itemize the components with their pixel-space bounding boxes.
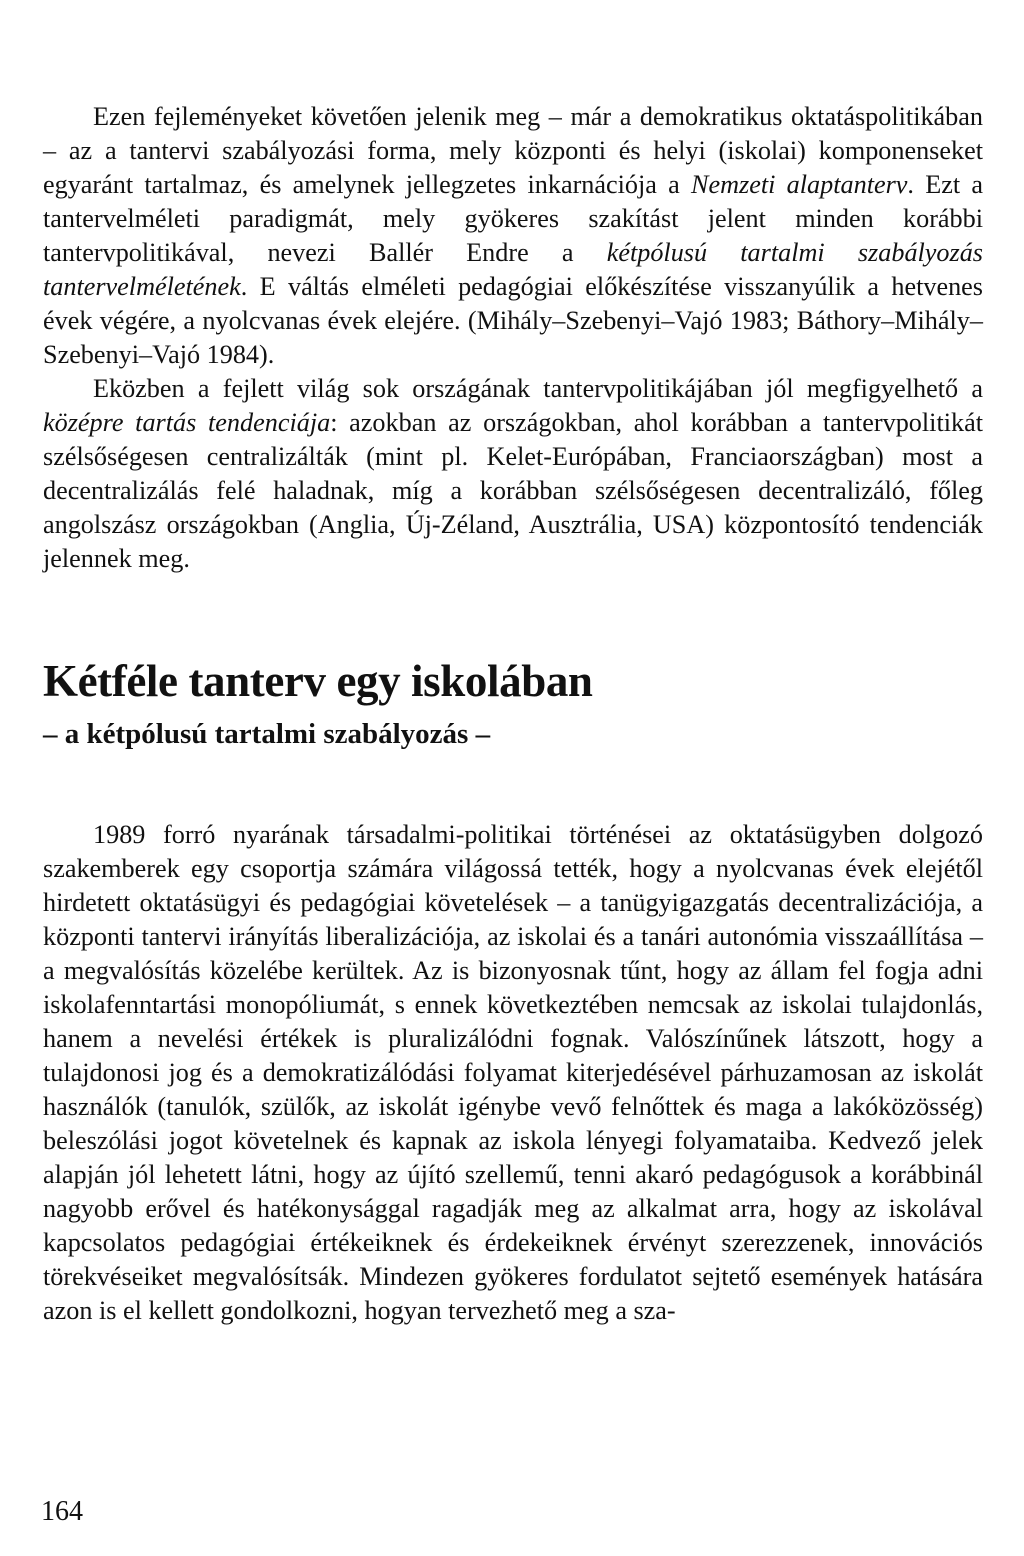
paragraph-2-emphasis: középre tartás tendenciája — [43, 408, 331, 437]
paragraph-1-text-a: Ezen fejleményeket követően jelenik meg – már a demokratikus oktatáspolitikában – az a tantervi szabályozási forma, mely központi és helyi (iskolai) komponenseket egyaránt tartalmaz, és amelynek jellegzetes inkarnációja a — [43, 102, 983, 199]
paragraph-1 — [43, 100, 983, 372]
section-subtitle: – a kétpólusú tartalmi szabályozás – — [43, 718, 491, 750]
paragraph-2-text-b: : azokban az országokban, ahol korábban a tantervpolitikát szélsőségesen centralizálták (mint pl. Kelet-Európában, Franciaországban) most a decentralizálás felé haladnak, míg a korábban szélsőségesen decentralizáló, főleg angolszász országokban (Anglia, Új-Zéland, Ausztrália, USA) központosító tendenciák jelennek meg. — [43, 408, 983, 573]
paragraph-1-text-c: . E váltás elméleti pedagógiai előkészítése visszanyúlik a hetvenes évek végére, a nyolcvanas évek elejére. (Mihály–Szebenyi–Vajó 1983; Báthory–Mihály–Szebenyi–Vajó 1984). — [43, 272, 983, 369]
page-number: 164 — [41, 1496, 83, 1527]
paragraph-1-emphasis-nat: Nemzeti alaptanterv — [691, 170, 908, 199]
paragraph-1-text-b: . Ezt a tantervelméleti paradigmát, mely gyökeres szakítást jelent minden korábbi tantervpolitikával, nevezi Ballér Endre a — [43, 170, 983, 267]
paragraph-2 — [43, 372, 983, 576]
section-title: Kétféle tanterv egy iskolában — [43, 656, 593, 706]
paragraph-1-emphasis-ballér: kétpólusú tartalmi szabályozás tantervelméletének — [43, 238, 984, 301]
paragraph-2-text-a: Eközben a fejlett világ sok országának tantervpolitikájában jól megfigyelhető a — [93, 374, 983, 403]
paragraph-3: 1989 forró nyarának társadalmi-politikai történései az oktatásügyben dolgozó szakemberek egy csoportja számára világossá tették, hogy a nyolcvanas évek elejétől hirdetett oktatásügyi és pedagógiai követelések – a tanügyigazgatás decentralizációja, a központi tantervi irányítás liberalizációja, az iskolai és a tanári autonómia visszaállítása – a megvalósítás közelébe kerültek. Az is bizonyosnak tűnt, hogy az állam fel fogja adni iskolafenntartási monopóliumát, s ennek következtében nemcsak az iskolai tulajdonlás, hanem a nevelési értékek is pluralizálódni fognak. Valószínűnek látszott, hogy a tulajdonosi jog és a demokratizálódási folyamat kiterjedésével párhuzamosan az iskolát használók (tanulók, szülők, az iskolát igénybe vevő felnőttek és maga a lakóközösség) beleszólási jogot követelnek és kapnak az iskola lényegi folyamataiba. Kedvező jelek alapján jól lehetett látni, hogy az újító szellemű, tenni akaró pedagógusok a korábbinál nagyobb erővel és hatékonysággal ragadják meg az alkalmat arra, hogy az iskolával kapcsolatos pedagógiai értékeiknek és érdekeiknek érvényt szerezzenek, innovációs törekvéseiket megvalósítsák. Mindezen gyökeres fordulatot sejtető események hatására azon is el kellett gondolkozni, hogyan tervezhető meg a sza- — [43, 820, 983, 1325]
page-content — [43, 100, 983, 1328]
section-heading — [43, 654, 983, 752]
